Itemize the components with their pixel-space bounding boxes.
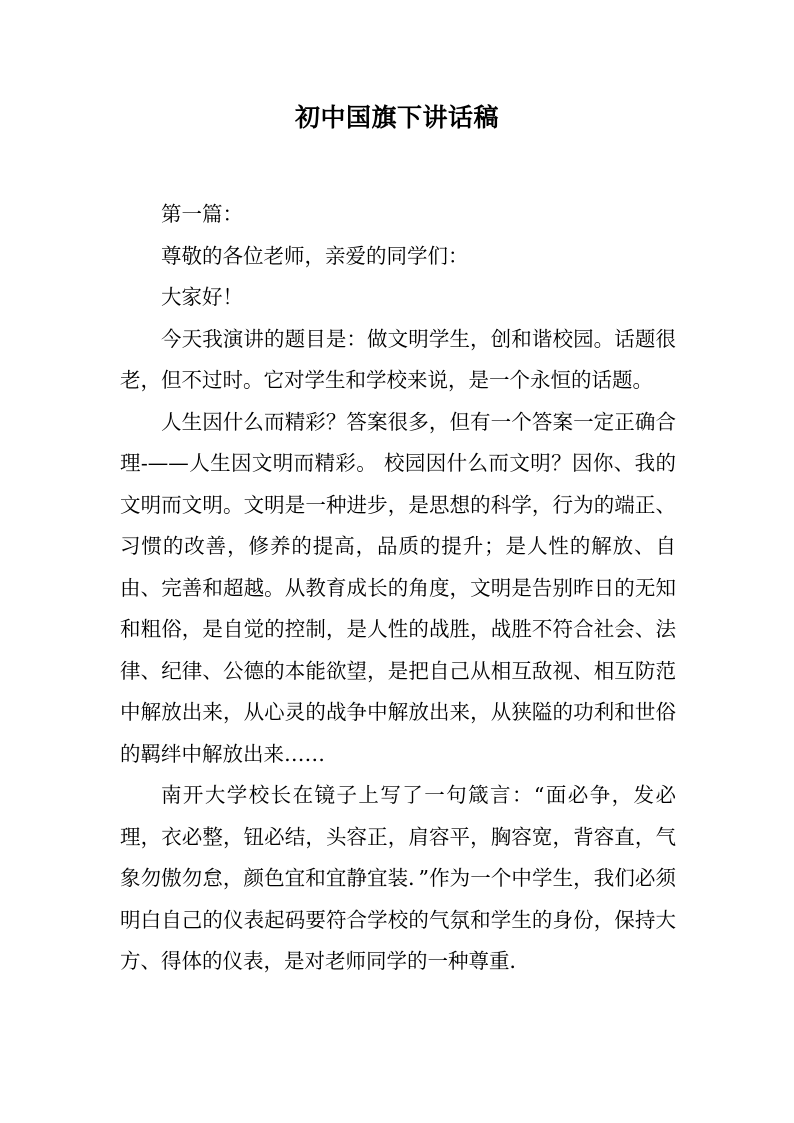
paragraph-civility: 人生因什么而精彩？答案很多，但有一个答案一定正确合理-——人生因文明而精彩。 校园因什么而文明？因你、我的文明而文明。文明是一种进步，是思想的科学，行为的端正、习惯的改善，修养的提高，品质的提升；是人性的解放、自由、完善和超越。从教育成长的角度，文明是告别昨日的无知和粗俗，是自觉的控制，是人性的战胜，战胜不符合社会、法律、纪律、公德的本能欲望，是把自己从相互敌视、相互防范中解放出来，从心灵的战争中解放出来，从狭隘的功利和世俗的羁绊中解放出来…… [120, 409, 676, 766]
paragraph-nankai-motto: 南开大学校长在镜子上写了一句箴言：“面必争，发必理，衣必整，钮必结，头容正，肩容平，胸容宽，背容直，气象勿傲勿怠，颜色宜和宜静宜装．”作为一个中学生，我们必须明白自己的仪表起码要符合学校的气氛和学生的身份，保持大方、得体的仪表，是对老师同学的一种尊重． [120, 783, 676, 973]
paragraph-topic: 今天我演讲的题目是：做文明学生，创和谐校园。话题很老，但不过时。它对学生和学校来说，是一个永恒的话题。 [120, 326, 676, 392]
paragraph-section-label: 第一篇： [161, 202, 243, 226]
paragraph-salutation: 尊敬的各位老师，亲爱的同学们： [161, 243, 469, 268]
paragraph-greeting: 大家好！ [161, 285, 243, 309]
document-title: 初中国旗下讲话稿 [294, 103, 499, 132]
document-body [120, 194, 676, 983]
